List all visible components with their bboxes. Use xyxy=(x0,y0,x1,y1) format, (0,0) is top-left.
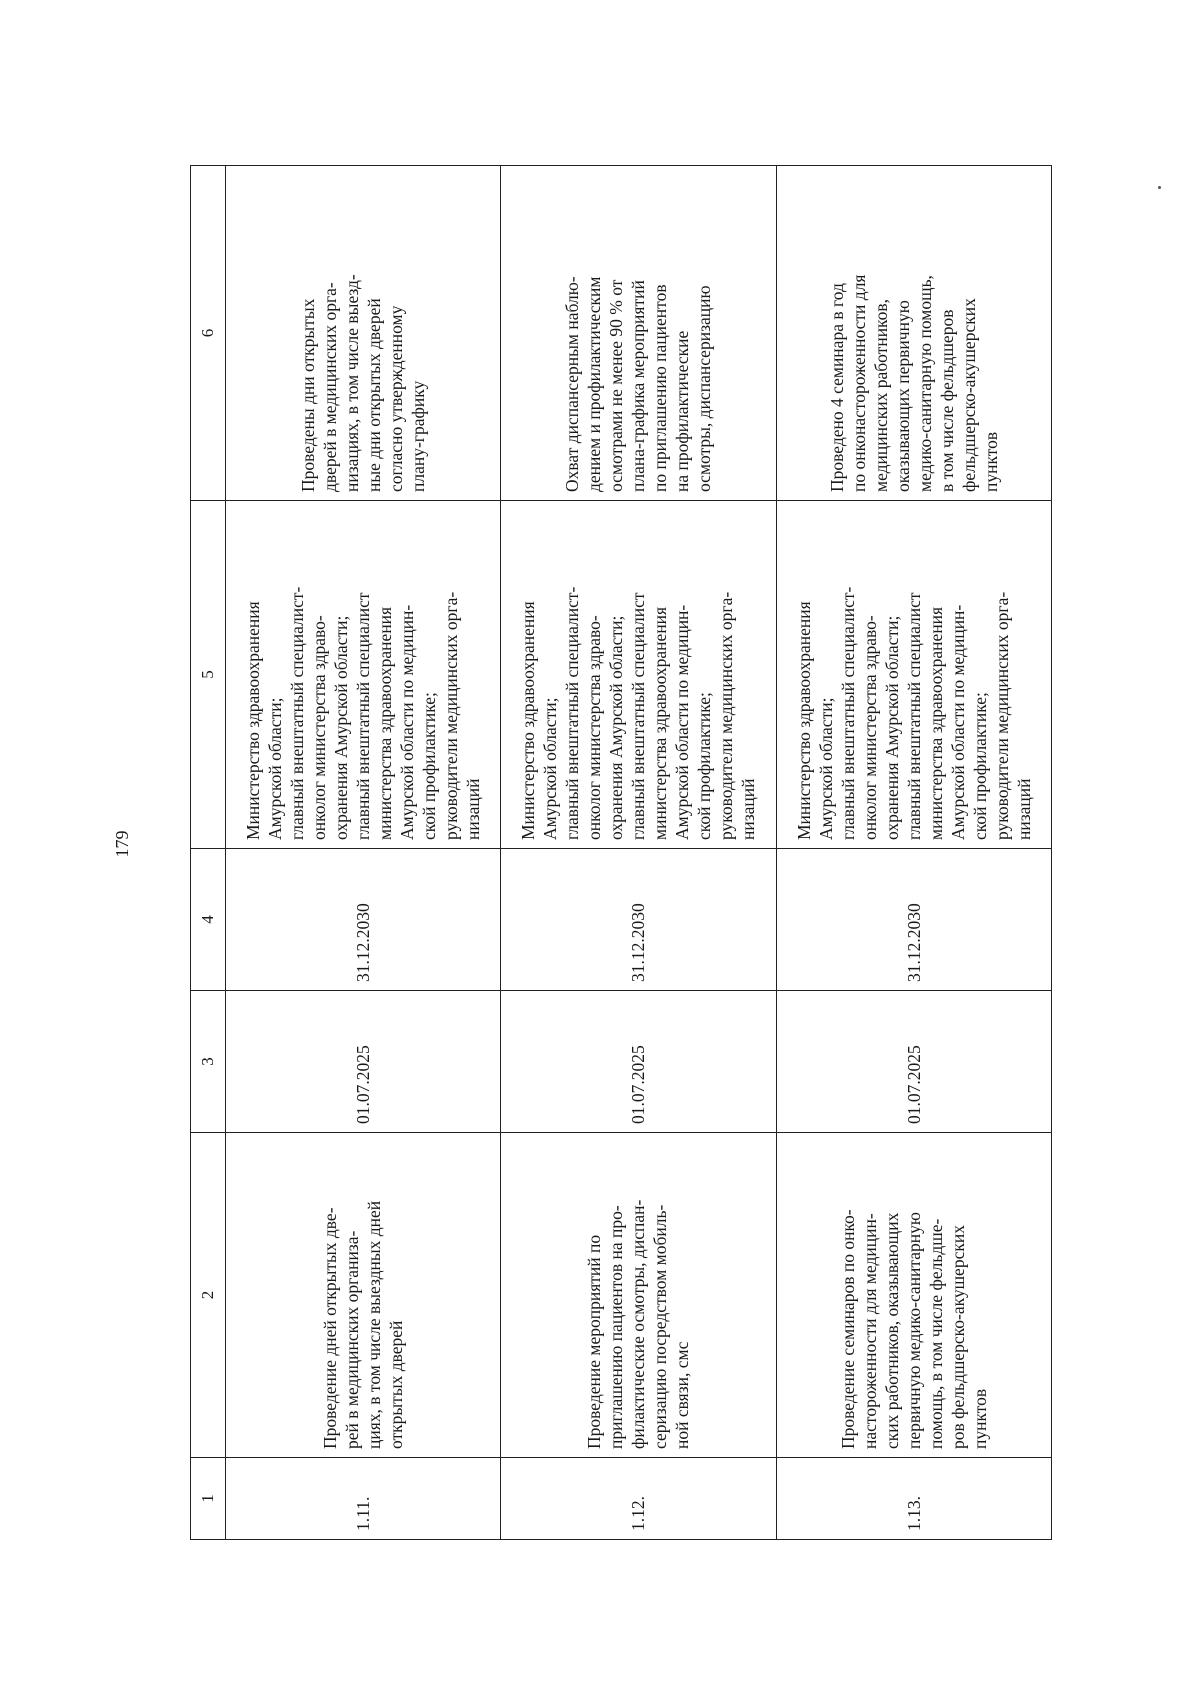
responsible-cell: Министерство здравоохранения Амурской области; главный внештатный специалист- онколог министерства здраво- охранения Амурской области; главный внештатный специалист министерства здравоохранения Амурской области по медицин- ской профилактике; руководители медицинских орга- низаций xyxy=(501,501,776,849)
row-number: 1.11. xyxy=(226,1458,501,1540)
page-number: 179 xyxy=(112,830,132,858)
responsible-cell: Министерство здравоохранения Амурской области; главный внештатный специалист- онколог министерства здраво- охранения Амурской области; главный внештатный специалист министерства здравоохранения Амурской области по медицин- ской профилактике; руководители медицинских орга- низаций xyxy=(226,501,501,849)
header-col-2: 2 xyxy=(191,1133,226,1458)
start-date: 01.07.2025 xyxy=(226,991,501,1133)
header-col-3: 3 xyxy=(191,991,226,1133)
action-cell: Проведение дней открытых две- рей в медицинских организа- циях, в том числе выездных дней открытых дверей xyxy=(226,1133,501,1458)
action-cell: Проведение мероприятий по приглашению пациентов на про- филактические осмотры, диспан- серизацию посредством мобиль- ной связи, смс xyxy=(501,1133,776,1458)
row-number: 1.13. xyxy=(776,1458,1051,1540)
result-cell: Проведено 4 семинара в год по онконастороженности для медицинских работников, оказывающих первичную медико-санитарную помощь, в том числе фельдшеров фельдшерско-акушерских пунктов xyxy=(776,166,1051,501)
end-date: 31.12.2030 xyxy=(501,849,776,991)
table-container xyxy=(190,166,1052,1540)
table-row xyxy=(501,166,776,1540)
table-row xyxy=(776,166,1051,1540)
header-row xyxy=(191,166,226,1540)
header-col-6: 6 xyxy=(191,166,226,501)
stray-mark xyxy=(1158,186,1161,189)
result-cell: Охват диспансерным наблю- дением и профилактическим осмотрами не менее 90 % от плана-графика мероприятий по приглашению пациентов на профилактические осмотры, диспансеризацию xyxy=(501,166,776,501)
responsible-cell: Министерство здравоохранения Амурской области; главный внештатный специалист- онколог министерства здраво- охранения Амурской области; главный внештатный специалист министерства здравоохранения Амурской области по медицин- ской профилактике; руководители медицинских орга- низаций xyxy=(776,501,1051,849)
table-row xyxy=(226,166,501,1540)
start-date: 01.07.2025 xyxy=(776,991,1051,1133)
measures-table xyxy=(190,165,1052,1540)
end-date: 31.12.2030 xyxy=(226,849,501,991)
header-col-4: 4 xyxy=(191,849,226,991)
row-number: 1.12. xyxy=(501,1458,776,1540)
action-cell: Проведение семинаров по онко- настороженности для медицин- ских работников, оказывающих первичную медико-санитарную помощь, в том числе фельдше- ров фельдшерско-акушерских пунктов xyxy=(776,1133,1051,1458)
header-col-5: 5 xyxy=(191,501,226,849)
start-date: 01.07.2025 xyxy=(501,991,776,1133)
header-col-1: 1 xyxy=(191,1458,226,1540)
end-date: 31.12.2030 xyxy=(776,849,1051,991)
result-cell: Проведены дни открытых дверей в медицинских орга- низациях, в том числе выезд- ные дни открытых дверей согласно утвержденному плану-графику xyxy=(226,166,501,501)
